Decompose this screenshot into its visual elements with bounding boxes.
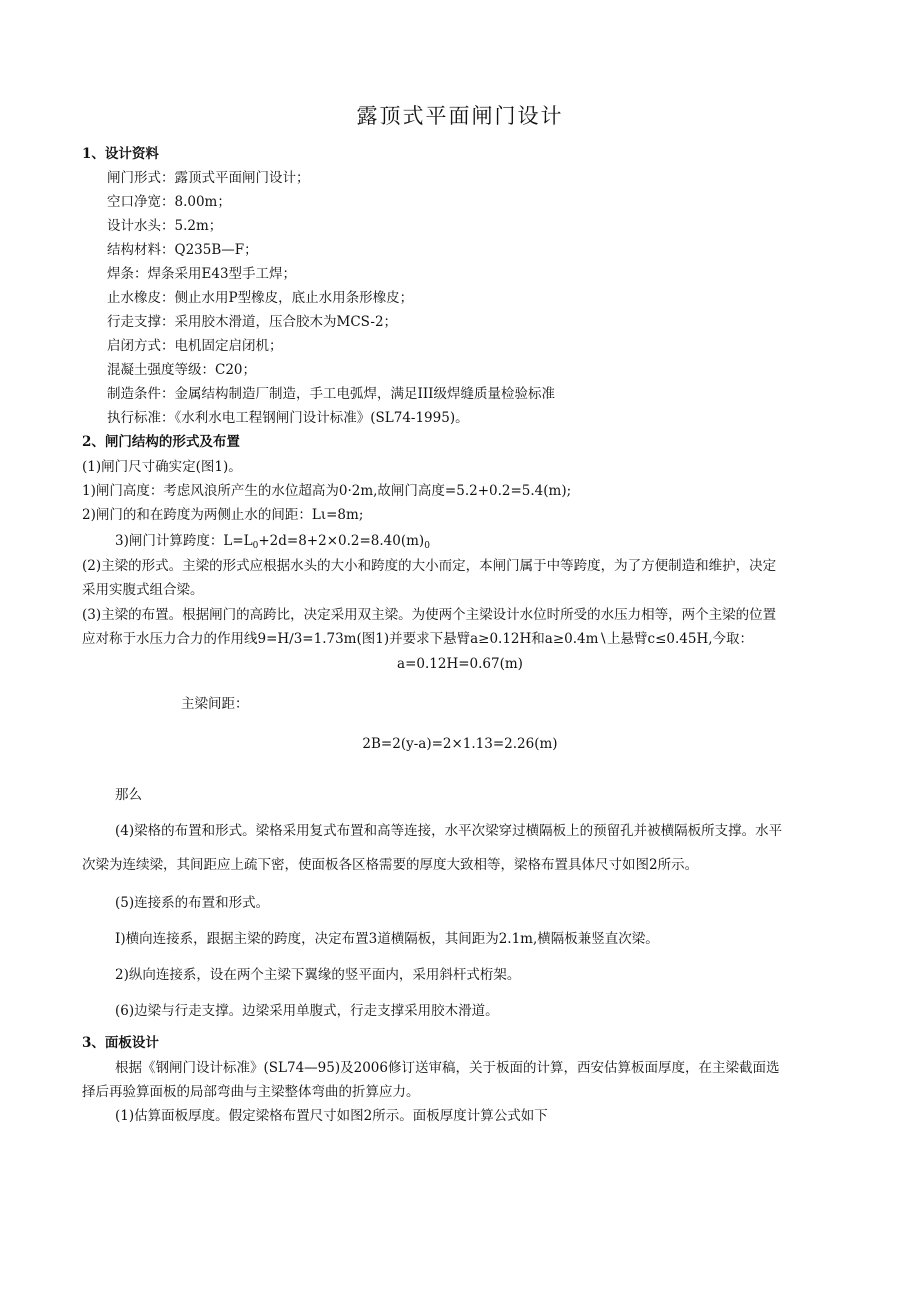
paragraph: (5)连接系的布置和形式。: [115, 895, 270, 911]
section-heading-3: 3、面板设计: [82, 1035, 159, 1051]
paragraph: 2)纵向连接系，设在两个主梁下翼缘的竖平面内，采用斜杆式桁架。: [115, 967, 521, 983]
paragraph: 主梁间距：: [181, 696, 249, 712]
section-heading-1: 1、设计资料: [82, 146, 159, 162]
paragraph: (1)估算面板厚度。假定梁格布置尺寸如图2所示。面板厚度计算公式如下: [115, 1108, 548, 1124]
spec-item: 启闭方式：电机固定启闭机；: [107, 338, 283, 354]
section-heading-2: 2、闸门结构的形式及布置: [82, 434, 240, 450]
spec-item: 执行标准：《水利水电工程钢闸门设计标准》(SL74-1995)。: [107, 410, 469, 426]
paragraph: (3)主梁的布置。根据闸门的高跨比，决定采用双主梁。为使两个主梁设计水位时所受的水压力相等，两个主梁的位置: [82, 607, 777, 623]
spec-item: 止水橡皮：侧止水用P型橡皮，底止水用条形橡皮；: [107, 290, 414, 306]
paragraph: 次梁为连续梁，其间距应上疏下密，使面板各区格需要的厚度大致相等，梁格布置具体尺寸如图2所示。: [82, 857, 699, 873]
paragraph: 采用实腹式组合梁。: [82, 582, 204, 598]
paragraph: (2)主梁的形式。主梁的形式应根据水头的大小和跨度的大小而定，本闸门属于中等跨度，为了方便制造和维护，决定: [82, 558, 777, 574]
subscript: 0: [252, 541, 259, 551]
spec-item: 空口净宽：8.00m；: [107, 194, 231, 210]
subscript: 0: [424, 541, 430, 551]
paragraph: 根据《钢闸门设计标准》(SL74—95)及2006修订送审稿，关于板面的计算，西安估算板面厚度，在主梁截面选: [115, 1060, 780, 1076]
equation: a=0.12H=0.67(m): [397, 656, 523, 672]
spec-item: 结构材料：Q235B—F；: [107, 242, 258, 258]
spec-item: 设计水头：5.2m；: [107, 218, 223, 234]
spec-item: 行走支撑：采用胶木滑道，压合胶木为MCS-2；: [107, 314, 398, 330]
spec-item: 混凝土强度等级：C20；: [107, 362, 257, 378]
paragraph: 应对称于水压力合力的作用线9=H∕3=1.73m(图1)并要求下悬臂a≥0.12H和a≥0.4m∖上悬臂c≤0.45H,今取：: [82, 631, 754, 647]
paragraph: 那么: [115, 787, 142, 803]
paragraph: 1)闸门高度：考虑风浪所产生的水位超高为0·2m,故闸门高度=5.2+0.2=5.4(m);: [82, 483, 572, 499]
span-formula-text: 3)闸门计算跨度：L=L: [115, 533, 253, 549]
paragraph: (1)闸门尺寸确实定(图1)。: [82, 459, 242, 475]
spec-item: 制造条件：金属结构制造厂制造，手工电弧焊，满足III级焊缝质量检验标准: [107, 386, 555, 402]
paragraph: 2)闸门的和在跨度为两侧止水的间距：Lι=8m;: [82, 507, 364, 523]
document-title: 露顶式平面闸门设计: [356, 104, 564, 128]
span-formula: [115, 532, 430, 555]
paragraph: 择后再验算面板的局部弯曲与主梁整体弯曲的折算应力。: [82, 1084, 420, 1100]
span-formula-text: +2d=8+2×0.2=8.40(m): [258, 533, 425, 549]
spec-item: 闸门形式：露顶式平面闸门设计；: [107, 170, 310, 186]
equation: 2B=2(y-a)=2×1.13=2.26(m): [362, 736, 558, 752]
paragraph: (6)边梁与行走支撑。边梁采用单腹式，行走支撑采用胶木滑道。: [115, 1003, 499, 1019]
paragraph: (4)梁格的布置和形式。梁格采用复式布置和高等连接，水平次梁穿过横隔板上的预留孔并被横隔板所支撑。水平: [115, 823, 783, 839]
spec-item: 焊条：焊条采用E43型手工焊；: [107, 266, 297, 282]
paragraph: I)横向连接系，跟据主梁的跨度，决定布置3道横隔板，其间距为2.1m,横隔板兼竖直次梁。: [115, 931, 659, 947]
